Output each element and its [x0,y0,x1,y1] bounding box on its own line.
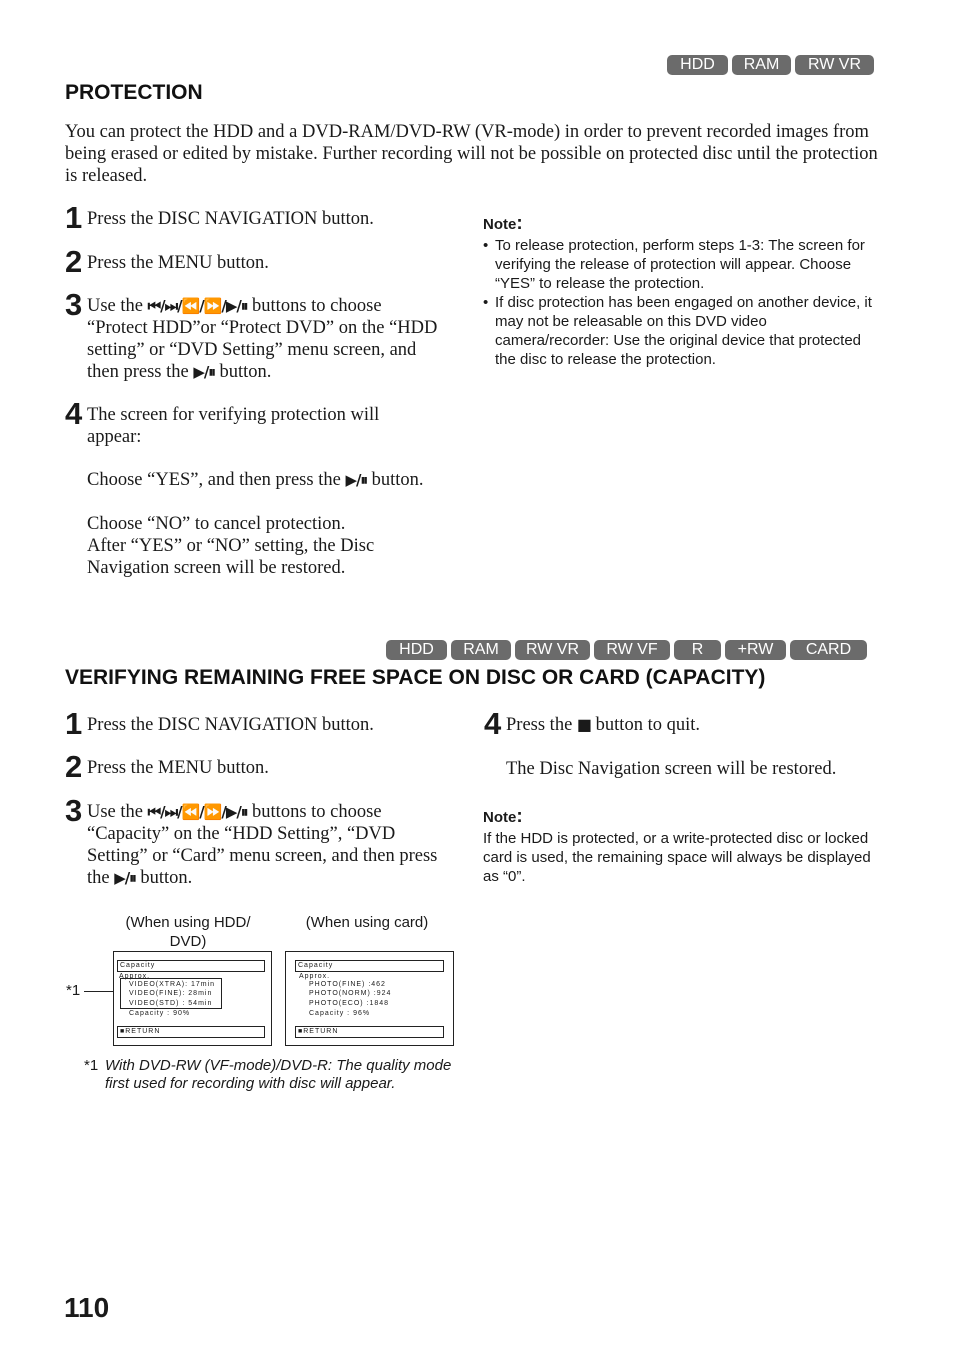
caption-hdd-dvd: (When using HDD/ DVD) [125,914,251,950]
step-text: Press the DISC NAVIGATION button. [87,209,374,229]
step-text: Press the DISC NAVIGATION button. [87,715,374,735]
screen-line: VIDEO(FINE): 28min [129,990,213,997]
badge-card: CARD [790,640,867,660]
play-pause-icon: ▶/⏸ [193,363,215,381]
step-text-part: Press the [506,715,573,735]
badge-hdd: HDD [386,640,447,660]
step-text-part: Use the [87,296,143,316]
badge-ram: RAM [451,640,511,660]
screen-title-bar: Capacity [117,960,265,972]
footnote-text: With DVD-RW (VF-mode)/DVD-R: The quality mode first used for recording with disc will appear. [105,1057,452,1092]
capacity-heading: VERIFYING REMAINING FREE SPACE ON DISC OR CARD (CAPACITY) [65,666,766,689]
caption-card: (When using card) [305,914,429,931]
play-pause-icon: ▶/⏸ [345,471,367,489]
step-text-part: Use the [87,802,143,822]
note-title: Note: [483,806,523,827]
step-number: 4 [65,396,83,431]
screen-line: PHOTO(FINE) :462 [309,981,386,988]
screen-return-bar [117,1026,265,1038]
badge-plus-rw: +RW [725,640,786,660]
protection-note [483,213,873,369]
playback-control-icons: ⏮/⏭/⏪/⏩/▶/⏸ [147,297,248,315]
screen-approx: Approx. [299,973,331,980]
note-item: • If disc protection has been engaged on another device, it may not be releasable on this DVD video camera/recorder: Use the original device that protected the disc to release the protection. [483,293,873,369]
step-number: 1 [65,706,83,741]
step-text-part: button to quit. [595,715,700,735]
badge-rw-vf: RW VF [594,640,670,660]
badge-rw-vr: RW VR [515,640,590,660]
protection-media-badges [667,55,874,75]
step-text [506,714,700,736]
note-list [483,236,873,369]
note-title-text: Note [483,216,517,233]
step-text-part: buttons to choose “Protect HDD”or “Protect DVD” on the “HDD setting” or “DVD Setting” menu screen, and then press the [87,296,438,382]
screen-line: PHOTO(NORM) :924 [309,990,392,997]
playback-control-icons: ⏮/⏭/⏪/⏩/▶/⏸ [147,803,248,821]
step-text-part: button. [219,362,272,382]
step-text-part: button. [371,470,424,490]
badge-rw-vr: RW VR [795,55,874,75]
step-number: 2 [65,244,83,279]
step-sub-no: Choose “NO” to cancel protection. [87,514,346,534]
note-title: Note: [483,213,523,234]
step-number: 2 [65,749,83,784]
capacity-note [483,806,878,886]
screen-return-label: RETURN [303,1028,339,1035]
stop-icon: ■ [298,1028,304,1035]
screen-approx: Approx. [119,973,151,980]
step-text [87,295,439,383]
note-item: • To release protection, perform steps 1-3: The screen for verifying the release of protection will appear. Choose “YES” to release the protection. [483,236,873,293]
step-number: 1 [65,200,83,235]
note-text: If the HDD is protected, or a write-protected disc or locked card is used, the remaining space will always be displayed as “0”. [483,830,871,885]
callout-marker: *1 [66,982,81,999]
step-text: Press the MENU button. [87,253,269,273]
step-text: The screen for verifying protection will appear: [87,405,380,447]
play-pause-icon: ▶/⏸ [114,869,136,887]
step-sub-restore: The Disc Navigation screen will be restored. [506,759,837,779]
step-text: Press the MENU button. [87,758,269,778]
screen-line: VIDEO(XTRA): 17min [129,981,216,988]
protection-intro: You can protect the HDD and a DVD-RAM/DVD-RW (VR-mode) in order to prevent recorded images from being erased or edited by mistake. Further recording will not be possible on protected disc until the protection is released. [65,122,878,186]
screen-line: Capacity : 96% [309,1010,371,1017]
screen-line: Capacity : 90% [129,1010,191,1017]
page-number: 110 [64,1292,110,1323]
step-number: 3 [65,287,83,322]
note-title-text: Note [483,809,517,826]
badge-hdd: HDD [667,55,728,75]
screen-line: VIDEO(STD) : 54min [129,1000,213,1007]
step-sub-yes [87,469,427,491]
step-text [87,801,439,889]
capacity-screen-hdd [113,951,272,1046]
step-number: 3 [65,793,83,828]
step-number: 4 [484,706,502,741]
step-text-part: button. [140,868,193,888]
screen-line: PHOTO(ECO) :1848 [309,1000,390,1007]
screen-title-bar: Capacity [295,960,444,972]
stop-icon: ■ [120,1028,126,1035]
badge-ram: RAM [732,55,791,75]
screen-return-bar [295,1026,444,1038]
badge-r: R [674,640,721,660]
capacity-media-badges [386,640,867,660]
footnote-marker: *1 [84,1057,99,1074]
step-sub-restore: After “YES” or “NO” setting, the Disc Navigation screen will be restored. [87,536,375,578]
capacity-screen-card [285,951,454,1046]
stop-icon: ■ [576,715,592,734]
protection-heading: PROTECTION [65,81,203,104]
step-text-part: Choose “YES”, and then press the [87,470,341,490]
step-text-part: buttons to choose “Capacity” on the “HDD Setting”, “DVD Setting” or “Card” menu screen, and then press the [87,802,438,888]
screen-return-label: RETURN [125,1028,161,1035]
